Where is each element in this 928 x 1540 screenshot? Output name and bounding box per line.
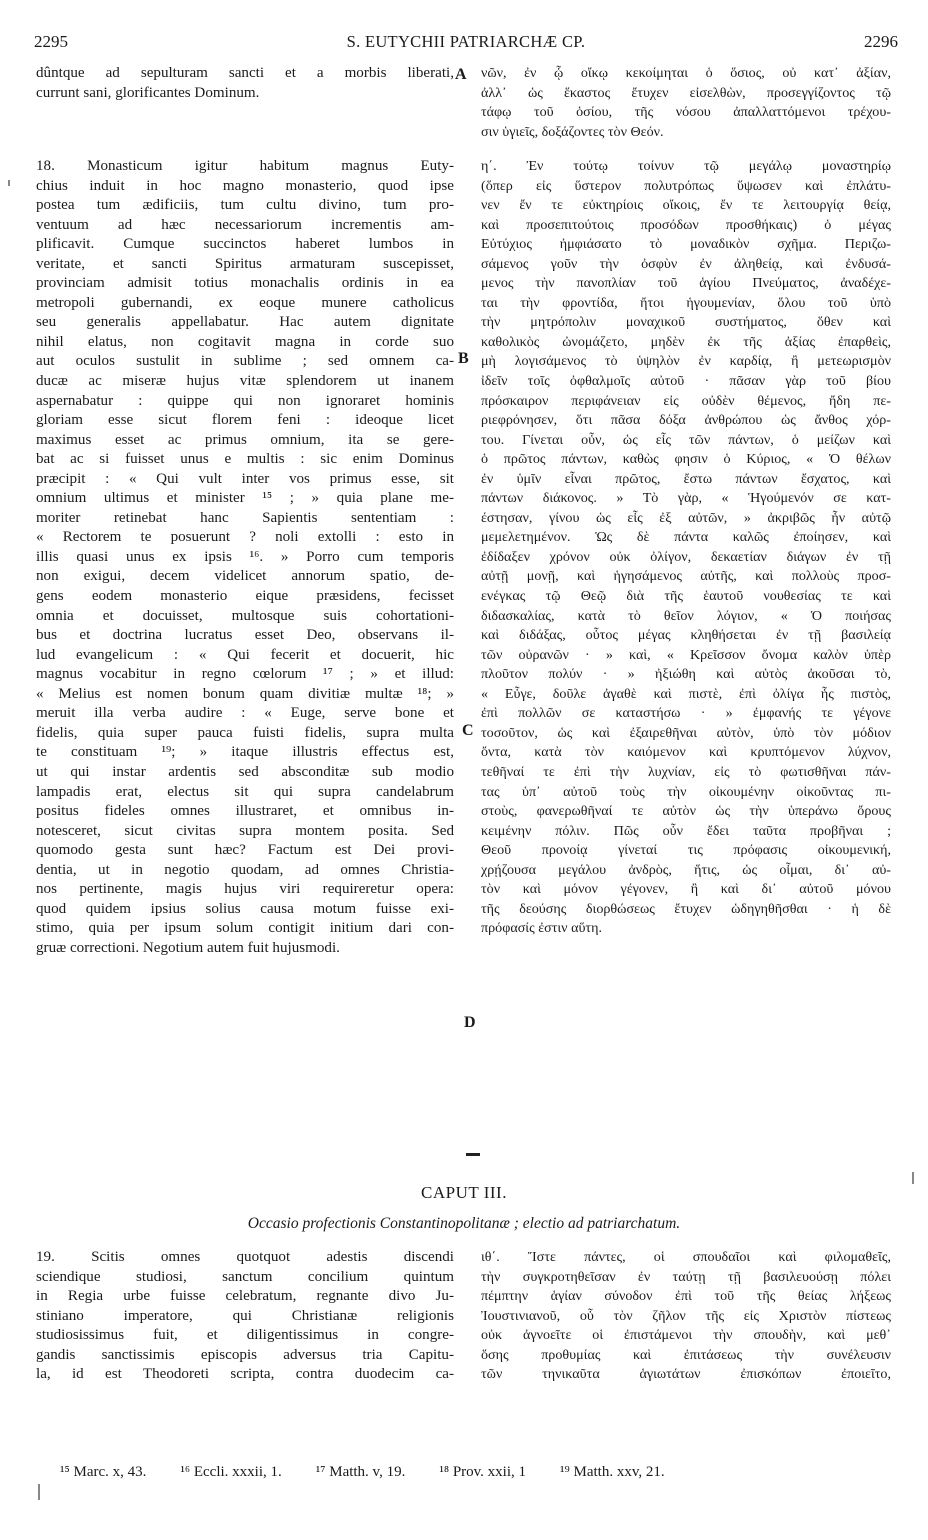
text-line: veritate, et sancti Spiritus armaturam suscepisset, [36, 255, 454, 272]
text-line: fidelis, quia super pauca fuisti fidelis, supra multa [36, 724, 454, 741]
text-line: gandis sanctissimis episcopis adversus tria Capitu- [36, 1346, 454, 1363]
text-line: έστησαν, γίνου ὡς εἷς ἐξ αὐτῶν, » ἀκριβῶς ἦν αὐτῷ [481, 509, 891, 526]
text-line: stimo, quia per ipsum solum contigit initium dari con- [36, 920, 454, 937]
margin-letter-a: A [455, 66, 467, 83]
text-line: la, id est Theodoreti scripta, contra duodecim ca- [36, 1366, 454, 1383]
text-line: metropoli gubernandi, ex eoque munere catholicus [36, 294, 454, 311]
text-line: in Regia urbe fuisse celebratum, regnante divo Ju- [36, 1288, 454, 1305]
text-line: κειμένην πόλιν. Πῶς οὖν ἔδει ταῦτα προβῆναι ; [481, 822, 891, 839]
text-line: ἀλλ᾽ ὡς ἕκαστος ἔτυχεν εἰσελθὼν, προσεγγίζοντος τῷ [481, 84, 891, 101]
text-line: ὅσης προθυμίας καὶ ἐπιτάσεως τὴν συνέλευσιν [481, 1346, 891, 1363]
text-line: η΄. Ἐν τούτῳ τοίνυν τῷ μεγάλῳ μοναστηρίῳ [481, 158, 891, 174]
margin-speck [38, 1484, 40, 1500]
text-line: « Melius est nomen bonum quam divitiæ multæ ¹⁸; » [36, 685, 454, 702]
latin-column-top [36, 64, 454, 103]
text-line: ventuum ad hæc necessariorum incrementis am- [36, 216, 454, 233]
text-line: τὸν καὶ μόνον γέγονεν, ἢ καὶ δι᾽ αὐτοῦ μόνου [481, 881, 891, 898]
text-line: τῶν οὐρανῶν · » καὶ, « Κρεῖσσον ὄνομα καλὸν ὑπὲρ [481, 646, 891, 663]
text-line: αὐτῇ μονῇ, καὶ ἡγησάμενος αὐτῆς, καὶ πολλοὺς προσ- [481, 568, 891, 585]
text-line: magnus vocabitur in regno cœlorum ¹⁷ ; » et illud: [36, 666, 454, 683]
text-line: οὐκ ἀγνοεῖτε οἱ ἐπιστάμενοι τὴν σπουδὴν, καὶ μεθ᾽ [481, 1327, 891, 1344]
text-line: σιν ὑγιεῖς, δοξάζοντες τὸν Θεόν. [481, 123, 664, 140]
text-line: πλοῦτον πολύν · » ἠξιώθη καὶ αὐτὸς ἀκοῦσαι τὸ, [481, 666, 891, 683]
section-divider [466, 1153, 480, 1156]
text-line: omnium ultimus et minister ¹⁵ ; » quia plane me- [36, 490, 454, 507]
text-line: τας ὑπ᾽ αὐτοῦ τοὺς τὴν οἰκουμένην οἰκοῦντας πι- [481, 783, 891, 800]
text-line: Θεοῦ προνοίᾳ γίνεταί τις πρόφασις οἰκουμενική, [481, 842, 891, 859]
footnote: ¹⁷ Matth. v, 19. [315, 1464, 406, 1480]
text-line: positus fideles omnes illustraret, et omnibus in- [36, 803, 454, 820]
text-line: στοὺς, φανερωθῆναί τε αὐτὸν ὡς τὴν ὑπεράνω ὄρους [481, 803, 891, 820]
text-line: bat ac si fuisset unus e multis : sic enim Dominus [36, 451, 454, 468]
text-line: illis quasi unus ex ipsis ¹⁶. » Porro cum temporis [36, 548, 454, 565]
text-line: του. Γίνεται οὖν, ὡς εἷς τῶν πάντων, ὁ μείζων καὶ [481, 431, 891, 448]
text-line: νεν ἔν τε εὐκτηρίοις οἴκοις, ἔν τε λειτουργίᾳ θείᾳ, [481, 197, 891, 214]
text-line: studiosissimus fuit, et diligentissimus in congre- [36, 1327, 454, 1344]
latin-column-section-18 [36, 157, 454, 958]
text-line: lud evangelicum : « Qui fecerit et docuerit, hic [36, 646, 454, 663]
text-line: meruit illa verba audire : « Euge, serve bone et [36, 705, 454, 722]
text-line: « Εὖγε, δοῦλε ἀγαθὲ καὶ πιστὲ, ἐπὶ ὀλίγα ἧς πιστὸς, [481, 685, 891, 702]
text-line: aut oculos sustulit in sublime ; sed omnem ca- [36, 353, 454, 370]
greek-column-section-19 [481, 1248, 891, 1385]
text-line: τάφῳ τοῦ ὁσίου, τῆς νόσου ἀπαλλαττόμενοι τρέχου- [481, 104, 891, 121]
text-line: μεμελετημένον. Ὡς δὲ πάντα καλῶς ἐποίησεν, καὶ [481, 529, 891, 546]
text-line: ενέγκας τῷ Θεῷ διὰ τῆς ἑαυτοῦ νουθεσίας τε καὶ [481, 588, 891, 605]
text-line: τὴν συγκροτηθεῖσαν ἐν ταύτῃ τῇ βασιλευούσῃ πόλει [481, 1268, 891, 1285]
text-line: maximus esset ac primus omnium, ita se gere- [36, 431, 454, 448]
text-line: seu generalis appellabatur. Hac autem dignitate [36, 314, 454, 331]
chapter-subtitle: Occasio profectionis Constantinopolitanæ ; electio ad patriarchatum. [247, 1215, 681, 1232]
text-line: καὶ διδάξας, οὗτος μέγας κληθήσεται ἐν τῇ βασιλείᾳ [481, 627, 891, 644]
text-line: ριεφρόνησεν, ὅτι πᾶσα δόξα ἀνθρώπου ὡς ἄνθος χόρ- [481, 412, 891, 429]
text-line: πάντων διάκονος. » Τὸ γὰρ, « Ἡγούμενόν σε κατ- [481, 490, 891, 507]
text-line: ἐδίδαξεν χρόνον οὐκ ὀλίγον, δεκαετίαν διάγων ἐν τῇ [481, 548, 891, 565]
margin-letter-c: C [462, 722, 474, 739]
text-line: currunt sani, glorificantes Dominum. [36, 84, 260, 101]
text-line: moriter retinebat hanc Sapientis sententiam : [36, 509, 454, 526]
text-line: τεθῆναί τε ἐπὶ τὴν λυχνίαν, εἰς τὸ φωτισθῆναι πάν- [481, 763, 891, 780]
text-line: σάμενος γοῦν τὴν ὀσφὺν ἐν ἀληθείᾳ, καὶ ἐνδυσά- [481, 255, 891, 272]
footnote: ¹⁵ Marc. x, 43. [60, 1464, 147, 1480]
text-line: dûntque ad sepulturam sancti et a morbis liberati, [36, 65, 454, 81]
text-line: bus et doctrina lucratus esset Deo, observans il- [36, 627, 454, 644]
text-line: postea tum ædificiis, tum cultu divino, tum pro- [36, 197, 454, 214]
text-line: ducæ ac miseræ hujus vitæ splendorem ut inanem [36, 373, 454, 390]
footnote: ¹⁶ Eccli. xxxii, 1. [180, 1464, 282, 1480]
text-line: τῆς δεούσης διορθώσεως ἔτυχεν ὡδηγηθῆσθαι · ἡ δὲ [481, 900, 891, 917]
text-line: ἐπὶ πολλῶν σε καταστήσω · » ἐμφανής τε γέγονε [481, 705, 891, 722]
chapter-title: CAPUT III. [421, 1183, 507, 1202]
running-title: S. EUTYCHII PATRIARCHÆ CP. [346, 32, 586, 51]
text-line: provinciam admisit totius monachalis ordinis in ea [36, 275, 454, 292]
text-line: stiniano imperatore, qui Christianæ religionis [36, 1307, 454, 1324]
text-line: ut qui instar ardentis sed absconditæ sub modio [36, 763, 454, 780]
text-line: sciendique studiosi, sanctum concilium quintum [36, 1268, 454, 1285]
text-line: ιθ΄. Ἴστε πάντες, οἱ σπουδαῖοι καὶ φιλομαθεῖς, [481, 1249, 891, 1265]
text-line: te constituam ¹⁹; » itaque illustris effectus est, [36, 744, 454, 761]
text-line: τοσοῦτον, ὡς καὶ ἐξαιρεθῆναι αὐτὸν, ὑπὸ τὸν μόδιον [481, 724, 891, 741]
text-line: μὴ λογισάμενος τὸ ὑψηλὸν ἐν καρδίᾳ, ἢ μετεωρισμὸν [481, 353, 891, 370]
text-line: aspernabatur : quippe qui non ignoraret hominis [36, 392, 454, 409]
text-line: quod quidem ipsius solius causa motum fuisse exi- [36, 900, 454, 917]
text-line: χρῄζουσα μεγάλου ἀνδρὸς, ἥτις, ὡς οἶμαι, δι᾽ αὐ- [481, 861, 891, 878]
margin-letter-b: B [458, 350, 469, 367]
margin-letter-d: D [464, 1014, 476, 1031]
text-line: quomodo gesta sunt hæc? Factum est Dei provi- [36, 842, 454, 859]
left-page-number: 2295 [34, 32, 68, 51]
text-line: (ὅπερ εἰς ὕστερον πολυτρόπως ὕψωσεν καὶ ἐπλάτυ- [481, 177, 891, 194]
text-line: plificavit. Cumque succinctos haberet lumbos in [36, 236, 454, 253]
text-line: nos pertinente, magis hujus viri requireretur opera: [36, 881, 454, 898]
text-line: ται τὴν φροντίδα, ἤτοι ἡγουμενίαν, ὅλου τοῦ ὑπὸ [481, 294, 891, 311]
text-line: 19. Scitis omnes quotquot adestis discendi [36, 1249, 454, 1265]
text-line: notesceret, sicut civitas supra montem posita. Sed [36, 822, 454, 839]
text-line: præcipit : « Qui vult inter vos primus esse, sit [36, 470, 454, 487]
text-line: ἰδεῖν τοῖς ὀφθαλμοῖς αὐτοῦ · πᾶσαν γὰρ τοῦ βίου [481, 373, 891, 390]
text-line: ὄντα, κατὰ τὸν καιόμενον καὶ κρυπτόμενον λύχνον, [481, 744, 891, 761]
text-line: πρόφασίς ἐστιν αὕτη. [481, 920, 602, 937]
footnote: ¹⁹ Matth. xxv, 21. [560, 1464, 665, 1480]
text-line: ἐν ὑμῖν εἶναι πρῶτος, ἔστω πάντων ἔσχατος, καὶ [481, 470, 891, 487]
text-line: nihil elatus, non cogitavit magna in corde suo [36, 333, 454, 350]
text-line: μενος τὴν πανοπλίαν τοῦ ἁγίου Πνεύματος, ἀναδέχε- [481, 275, 891, 292]
text-line: Ἰουστινιανοῦ, οὗ τὸν ζῆλον τῆς εἰς Χριστὸν πίστεως [481, 1307, 891, 1324]
text-line: lampadis erat, electus sit qui supra candelabrum [36, 783, 454, 800]
right-page-number: 2296 [864, 32, 898, 51]
text-line: omnia et docuisset, multosque suis cohortationi- [36, 607, 454, 624]
text-line: τῶν τηνικαῦτα ἁγιωτάτων ἐπισκόπων ἐποιεῖτο, [481, 1366, 891, 1383]
text-line: gruæ correctioni. Negotium autem fuit hujusmodi. [36, 939, 340, 956]
latin-column-section-19 [36, 1248, 454, 1385]
text-line: καὶ προσεπιτούτοις προσόδων προσθήκαις) ὁ μέγας [481, 216, 891, 233]
text-line: gloriam esse sicut florem feni : ideoque licet [36, 412, 454, 429]
footnote: ¹⁸ Prov. xxii, 1 [439, 1464, 527, 1480]
text-line: ὁ πρῶτος πάντων, καθὼς φησιν ὁ Κύριος, « Ὁ θέλων [481, 451, 891, 468]
text-line: νῶν, ἐν ᾧ οἴκῳ κεκοίμηται ὁ ὅσιος, οὐ κατ᾽ ἀξίαν, [481, 65, 891, 81]
text-line: chius induit in hoc magno monasterio, quod ipse [36, 177, 454, 194]
text-line: non exigui, decem videlicet annorum spatio, de- [36, 568, 454, 585]
text-line: dentia, ut in negotio quodam, ad omnes Christia- [36, 861, 454, 878]
text-line: πρόσκαιρον περιφάνειαν εἰς οὐδὲν θέμενος, ἤδη πε- [481, 392, 891, 409]
text-line: « Rectorem te posuerunt ? noli extolli : esto in [36, 529, 454, 546]
greek-column-top [481, 64, 891, 142]
greek-column-section-18 [481, 157, 891, 939]
footnotes [60, 1464, 838, 1481]
text-line: gens eodem monasterio eique præsidens, fecisset [36, 588, 454, 605]
text-line: καθολικὸς ὠνομάζετο, μηδὲν ἐκ τῆς ἀξίας ἐπαρθεὶς, [481, 333, 891, 350]
page-header [34, 32, 898, 56]
margin-speck [8, 180, 10, 186]
text-line: διδασκαλίας, κατὰ τὸ θεῖον λόγιον, « Ὁ ποιήσας [481, 607, 891, 624]
text-line: Εὐτύχιος ἠμφιάσατο τὸ μοναδικὸν σχῆμα. Περιζω- [481, 236, 891, 253]
margin-speck [912, 1172, 914, 1184]
text-line: τὴν μητρόπολιν μοναχικοῦ συστήματος, ὅθεν καὶ [481, 314, 891, 331]
text-line: πέμπτην ἁγίαν σύνοδον ἐπὶ τοῦ τῆς θείας λήξεως [481, 1288, 891, 1305]
text-line: 18. Monasticum igitur habitum magnus Euty- [36, 158, 454, 174]
